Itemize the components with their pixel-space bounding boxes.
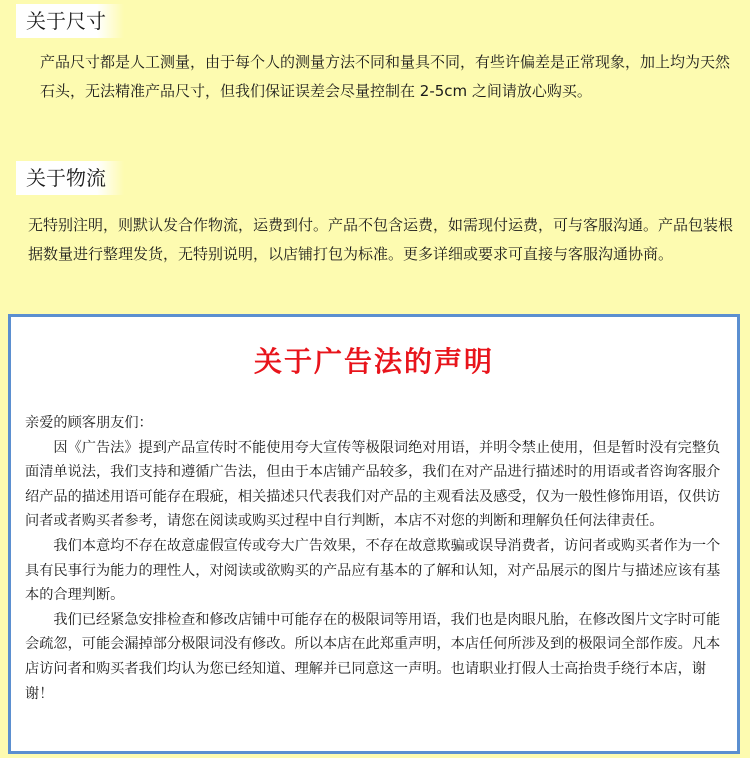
size-section-text: 产品尺寸都是人工测量，由于每个人的测量方法不同和量具不同，有些许偏差是正常现象，加上均为天然石头，无法精准产品尺寸，但我们保证误差会尽量控制在 2-5cm 之间请放心购买。 [40,53,731,100]
logistics-section-title: 关于物流 [16,161,124,195]
notice-greeting: 亲爱的顾客朋友们： [25,415,153,431]
logistics-section-text: 无特别注明，则默认发合作物流，运费到付。产品不包含运费，如需现付运费，可与客服沟通。产品包装根据数量进行整理发货，无特别说明，以店铺打包为标准。更多详细或要求可直接与客服沟通协商。 [28,216,734,263]
notice-body [25,411,729,706]
notice-paragraph-3: 我们已经紧急安排检查和修改店铺中可能存在的极限词等用语，我们也是肉眼凡胎，在修改图片文字时可能会疏忽，可能会漏掉部分极限词没有修改。所以本店在此郑重声明，本店任何所涉及到的极限词全部作废。凡本店访问者和购买者我们均认为您已经知道、理解并已同意这一声明。也请职业打假人士高抬贵手绕行本店，谢谢！ [25,611,721,702]
notice-paragraph-1: 因《广告法》提到产品宣传时不能使用夸大宣传等极限词绝对用语，并明令禁止使用，但是暂时没有完整负面清单说法，我们支持和遵循广告法，但由于本店铺产品较多，我们在对产品进行描述时的用语或者咨询客服介绍产品的描述用语可能存在瑕疵，相关描述只代表我们对产品的主观看法及感受，仅为一般性修饰用语，仅供访问者或者购买者参考，请您在阅读或购买过程中自行判断，本店不对您的判断和理解负任何法律责任。 [25,439,721,530]
notice-title: 关于广告法的声明 [253,345,494,378]
size-section-title: 关于尺寸 [16,4,124,38]
notice-paragraph-2: 我们本意均不存在故意虚假宣传或夸大广告效果，不存在故意欺骗或误导消费者，访问者或购买者作为一个具有民事行为能力的理性人，对阅读或欲购买的产品应有基本的了解和认知，对产品展示的图片与描述应该有基本的合理判断。 [25,537,721,604]
ad-law-notice-box [8,314,740,754]
